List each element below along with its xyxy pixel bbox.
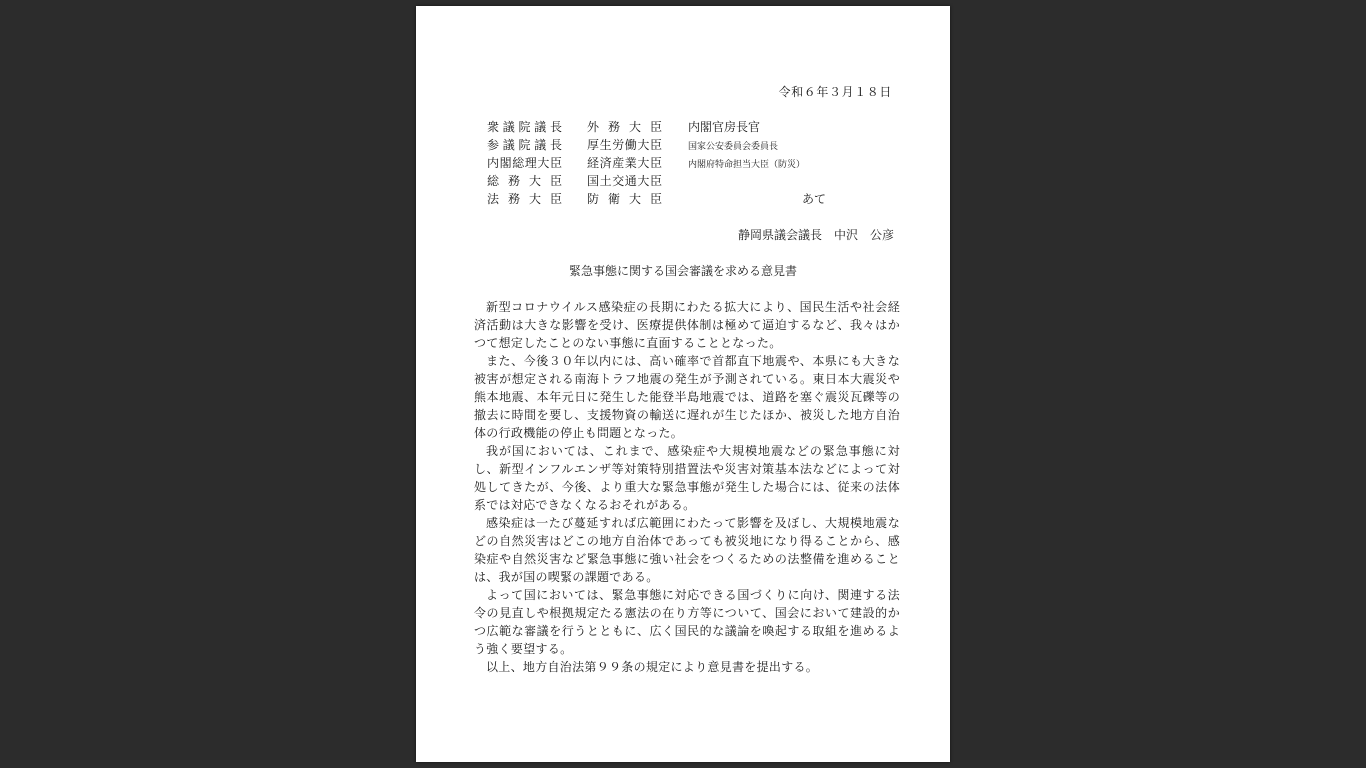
recipient-column-1	[487, 118, 562, 208]
document-body	[474, 298, 900, 676]
addressee-suffix: あて	[802, 192, 827, 206]
body-paragraph: 我が国においては、これまで、感染症や大規模地震などの緊急事態に対し、新型インフルエンザ等対策特別措置法や災害対策基本法などによって対処してきたが、今後、より重大な緊急事態が発生した場合には、従来の法体系では対応できなくなるおそれがある。	[474, 444, 900, 512]
document-page	[416, 6, 950, 762]
recipient-name: 防衛大臣	[587, 192, 662, 206]
body-paragraph: 感染症は一たび蔓延すれば広範囲にわたって影響を及ぼし、大規模地震などの自然災害はどこの地方自治体であっても被災地になり得ることから、感染症や自然災害など緊急事態に強い社会をつくるための法整備を進めることは、我が国の喫緊の課題である。	[474, 516, 900, 584]
recipient-name: 経済産業大臣	[587, 156, 662, 170]
body-paragraph: 新型コロナウイルス感染症の長期にわたる拡大により、国民生活や社会経済活動は大きな影響を受け、医療提供体制は極めて逼迫するなど、我々はかつて想定したことのない事態に直面することとなった。	[474, 300, 900, 350]
recipient-name: 国家公安委員会委員長	[688, 142, 779, 152]
recipient-name: 内閣総理大臣	[487, 156, 562, 170]
recipient-name: 内閣府特命担当大臣（防災）	[688, 160, 806, 170]
body-paragraph: また、今後３０年以内には、高い確率で首都直下地震や、本県にも大きな被害が想定される南海トラフ地震の発生が予測されている。東日本大震災や熊本地震、本年元日に発生した能登半島地震では、道路を塞ぐ震災瓦礫等の撤去に時間を要し、支援物資の輸送に遅れが生じたほか、被災した地方自治体の行政機能の停止も問題となった。	[474, 354, 900, 440]
recipient-column-2	[587, 118, 662, 208]
sender-title: 静岡県議会議長	[737, 228, 822, 242]
recipient-name: 国土交通大臣	[587, 174, 662, 188]
recipient-column-3	[688, 118, 805, 172]
sender-surname: 中沢	[833, 228, 858, 242]
sender-given-name: 公彦	[869, 228, 894, 242]
sender-line	[738, 226, 894, 244]
body-paragraph: 以上、地方自治法第９９条の規定により意見書を提出する。	[486, 660, 819, 674]
recipient-name: 厚生労働大臣	[587, 138, 662, 152]
recipient-name: 法務大臣	[487, 192, 562, 206]
recipient-name: 衆議院議長	[487, 120, 562, 134]
recipient-name: 総務大臣	[487, 174, 562, 188]
recipient-name: 参議院議長	[487, 138, 562, 152]
recipient-name: 外務大臣	[587, 120, 662, 134]
body-paragraph: よって国においては、緊急事態に対応できる国づくりに向け、関連する法令の見直しや根拠規定たる憲法の在り方等について、国会において建設的かつ広範な審議を行うとともに、広く国民的な議論を喚起する取組を進めるよう強く要望する。	[474, 588, 900, 656]
document-date: 令和６年３月１８日	[778, 85, 892, 99]
recipient-name: 内閣官房長官	[688, 120, 761, 134]
document-title: 緊急事態に関する国会審議を求める意見書	[568, 264, 797, 278]
